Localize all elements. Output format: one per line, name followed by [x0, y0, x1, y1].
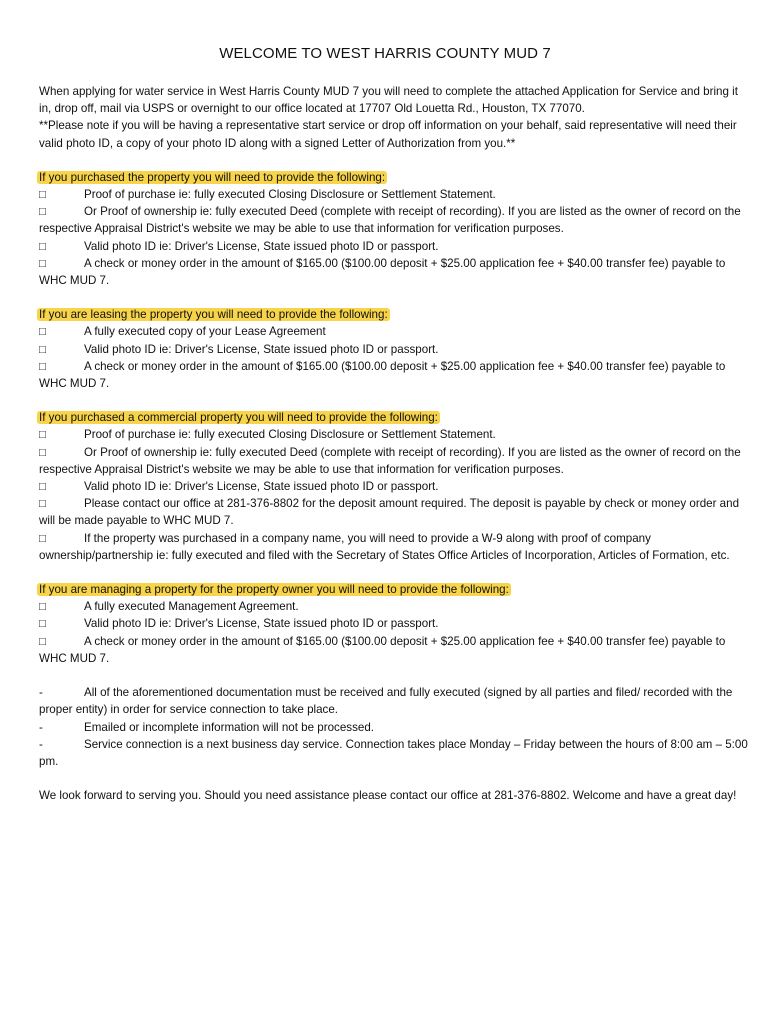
closing-paragraph: We look forward to serving you. Should you need assistance please contact our office at 281-376-8802. Welcome and have a great day!	[39, 789, 737, 803]
list-item: □ A check or money order in the amount of $165.00 ($100.00 deposit + $25.00 application fee + $40.00 transfer fee) payable to WHC MUD 7.	[39, 634, 726, 665]
checkbox-bullet-icon: □	[39, 531, 47, 545]
list-item: □ Proof of purchase ie: fully executed Closing Disclosure or Settlement Statement.	[39, 426, 749, 443]
page-title: WELCOME TO WEST HARRIS COUNTY MUD 7	[219, 45, 551, 62]
checkbox-bullet-icon: □	[39, 600, 47, 614]
list-item: □ Valid photo ID ie: Driver's License, State issued photo ID or passport.	[39, 341, 749, 358]
list-item: □ A check or money order in the amount of $165.00 ($100.00 deposit + $25.00 application fee + $40.00 transfer fee) payable to WHC MUD 7.	[39, 359, 726, 391]
checkbox-bullet-icon: □	[39, 480, 47, 494]
dash-bullet-icon: -	[39, 737, 43, 751]
representative-note: **Please note if you will be having a representative start service or drop off information on your behalf, said representative will need their valid photo ID, a copy of your photo ID along with a signed Letter of Authorization from you.**	[39, 119, 737, 150]
section-heading: If you purchased a commercial property you will need to provide the following:	[39, 411, 438, 425]
spacer	[39, 392, 749, 409]
notes-list	[39, 684, 749, 770]
list-item: □ Valid photo ID ie: Driver's License, State issued photo ID or passport.	[39, 238, 749, 255]
list-item: □ If the property was purchased in a company name, you will need to provide a W-9 along with proof of company ownership/partnership ie: fully executed and filed with the Secretary of States Office Articles of Incorporation, Articles of Formation, etc.	[39, 531, 730, 562]
checkbox-bullet-icon: □	[39, 445, 47, 459]
document-body	[39, 83, 749, 804]
checkbox-bullet-icon: □	[39, 239, 47, 253]
spacer	[39, 152, 749, 169]
checkbox-bullet-icon: □	[39, 188, 47, 202]
section-heading: If you are managing a property for the property owner you will need to provide the following:	[39, 583, 509, 597]
dash-bullet-icon: -	[39, 686, 43, 700]
intro-paragraph: When applying for water service in West Harris County MUD 7 you will need to complete the attached Application for Service and bring it in, drop off, mail via USPS or overnight to our office located at 17707 Old Louetta Rd., Houston, TX 77070.	[39, 85, 738, 116]
checkbox-bullet-icon: □	[39, 325, 47, 339]
note-item: - Emailed or incomplete information will not be processed.	[39, 719, 749, 736]
checkbox-bullet-icon: □	[39, 617, 47, 631]
section-leasing	[39, 306, 749, 392]
list-item: □ Or Proof of ownership ie: fully executed Deed (complete with receipt of recording). If you are listed as the owner of record on the respective Appraisal District's website we may be able to use that information for verification purposes.	[39, 205, 741, 236]
checkbox-bullet-icon: □	[39, 634, 47, 648]
checkbox-bullet-icon: □	[39, 256, 47, 270]
list-item: □ A fully executed Management Agreement.	[39, 598, 749, 615]
section-purchased	[39, 169, 749, 289]
note-item: - All of the aforementioned documentation must be received and fully executed (signed by all parties and filed/ recorded with the proper entity) in order for service connection to take place.	[39, 686, 733, 717]
dash-bullet-icon: -	[39, 720, 43, 734]
spacer	[39, 289, 749, 306]
spacer	[39, 564, 749, 581]
spacer	[39, 770, 749, 787]
checkbox-bullet-icon: □	[39, 359, 47, 373]
checkbox-bullet-icon: □	[39, 342, 47, 356]
list-item: □ Valid photo ID ie: Driver's License, State issued photo ID or passport.	[39, 478, 749, 495]
section-commercial	[39, 409, 749, 564]
list-item: □ Valid photo ID ie: Driver's License, State issued photo ID or passport.	[39, 615, 749, 632]
list-item: □ A fully executed copy of your Lease Agreement	[39, 323, 749, 340]
checkbox-bullet-icon: □	[39, 428, 47, 442]
section-managing	[39, 581, 749, 667]
list-item: □ Proof of purchase ie: fully executed Closing Disclosure or Settlement Statement.	[39, 186, 749, 203]
section-heading: If you purchased the property you will need to provide the following:	[39, 170, 386, 184]
list-item: □ A check or money order in the amount of $165.00 ($100.00 deposit + $25.00 application fee + $40.00 transfer fee) payable to WHC MUD 7.	[39, 256, 726, 288]
spacer	[39, 667, 749, 684]
section-heading: If you are leasing the property you will need to provide the following:	[39, 308, 388, 322]
note-item: - Service connection is a next business day service. Connection takes place Monday – Friday between the hours of 8:00 am – 5:00 pm.	[39, 737, 748, 768]
checkbox-bullet-icon: □	[39, 205, 47, 219]
list-item: □ Please contact our office at 281-376-8802 for the deposit amount required. The deposit is payable by check or money order and will be made payable to WHC MUD 7.	[39, 497, 740, 528]
checkbox-bullet-icon: □	[39, 497, 47, 511]
list-item: □ Or Proof of ownership ie: fully executed Deed (complete with receipt of recording). If you are listed as the owner of record on the respective Appraisal District's website we may be able to use that information for verification purposes.	[39, 445, 741, 476]
